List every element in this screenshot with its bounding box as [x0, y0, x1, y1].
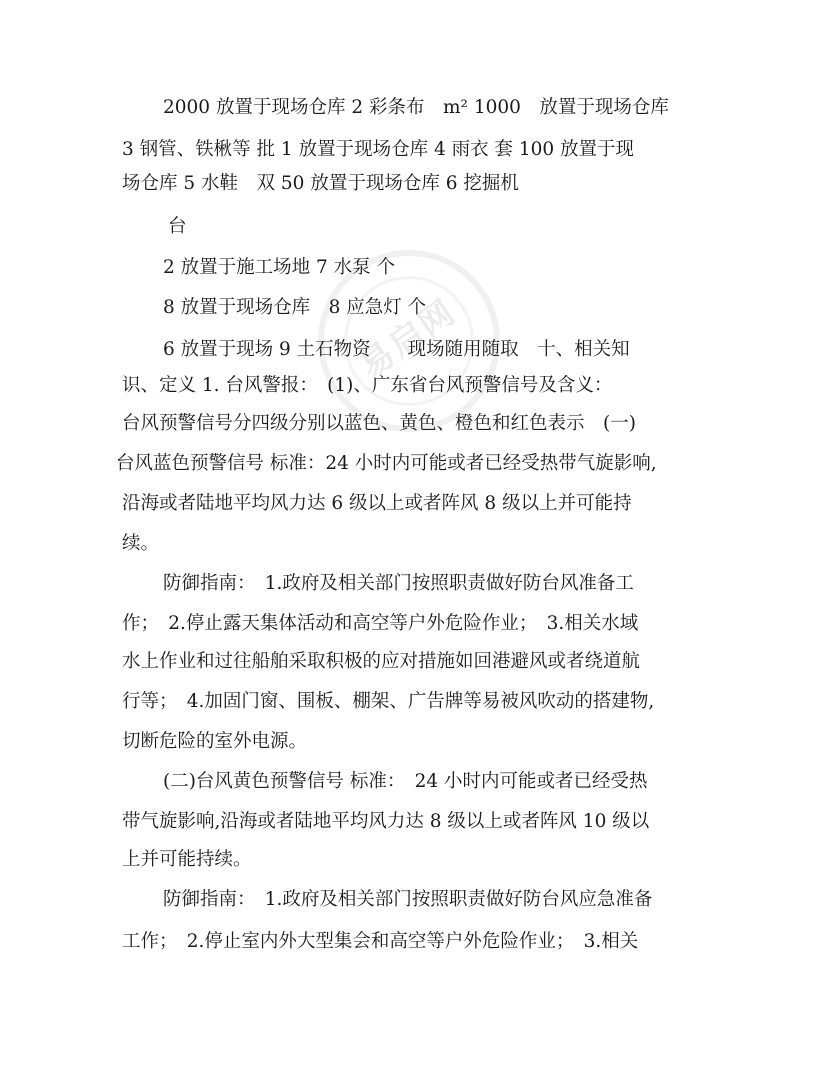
text-line: 上并可能持续。 — [122, 849, 252, 870]
text-line: 带气旋影响,沿海或者陆地平均风力达 8 级以上或者阵风 10 级以 — [122, 811, 650, 832]
text-line: 台 — [168, 216, 187, 237]
text-line: 防御指南： 1.政府及相关部门按照职责做好防台风应急准备 — [163, 889, 653, 910]
text-line: 作； 2.停止露天集体活动和高空等户外危险作业； 3.相关水域 — [122, 613, 639, 634]
text-line: 6 放置于现场 9 土石物资 现场随用随取 十、相关知 — [163, 339, 630, 360]
text-line: 3 钢管、铁楸等 批 1 放置于现场仓库 4 雨衣 套 100 放置于现 — [122, 139, 635, 160]
text-line: 场仓库 5 水鞋 双 50 放置于现场仓库 6 挖掘机 — [122, 173, 519, 194]
text-line: 2 放置于施工场地 7 水泵 个 — [163, 257, 396, 278]
text-line: 沿海或者陆地平均风力达 6 级以上或者阵风 8 级以上并可能持 — [122, 493, 632, 514]
text-line: 8 放置于现场仓库 8 应急灯 个 — [163, 297, 427, 318]
text-line: 2000 放置于现场仓库 2 彩条布 m² 1000 放置于现场仓库 — [163, 97, 669, 118]
text-line: 行等； 4.加固门窗、围板、棚架、广告牌等易被风吹动的搭建物, — [122, 691, 655, 712]
text-line: 续。 — [122, 533, 160, 554]
text-line: 台风蓝色预警信号 标准：24 小时内可能或者已经受热带气旋影响, — [116, 453, 657, 474]
text-line: 切断危险的室外电源。 — [122, 731, 308, 752]
text-line: 台风预警信号分四级分别以蓝色、黄色、橙色和红色表示 (一) — [122, 413, 636, 434]
text-line: 工作； 2.停止室内外大型集会和高空等户外危险作业； 3.相关 — [122, 931, 639, 952]
watermark-text: 易启网 — [352, 292, 464, 387]
text-line: 防御指南： 1.政府及相关部门按照职责做好防台风准备工 — [163, 573, 634, 594]
text-line: 水上作业和过往船舶采取积极的应对措施如回港避风或者绕道航 — [122, 651, 641, 672]
text-line: (二)台风黄色预警信号 标准： 24 小时内可能或者已经受热 — [163, 771, 648, 792]
text-line: 识、定义 1. 台风警报： (1)、广东省台风预警信号及含义： — [122, 375, 613, 396]
